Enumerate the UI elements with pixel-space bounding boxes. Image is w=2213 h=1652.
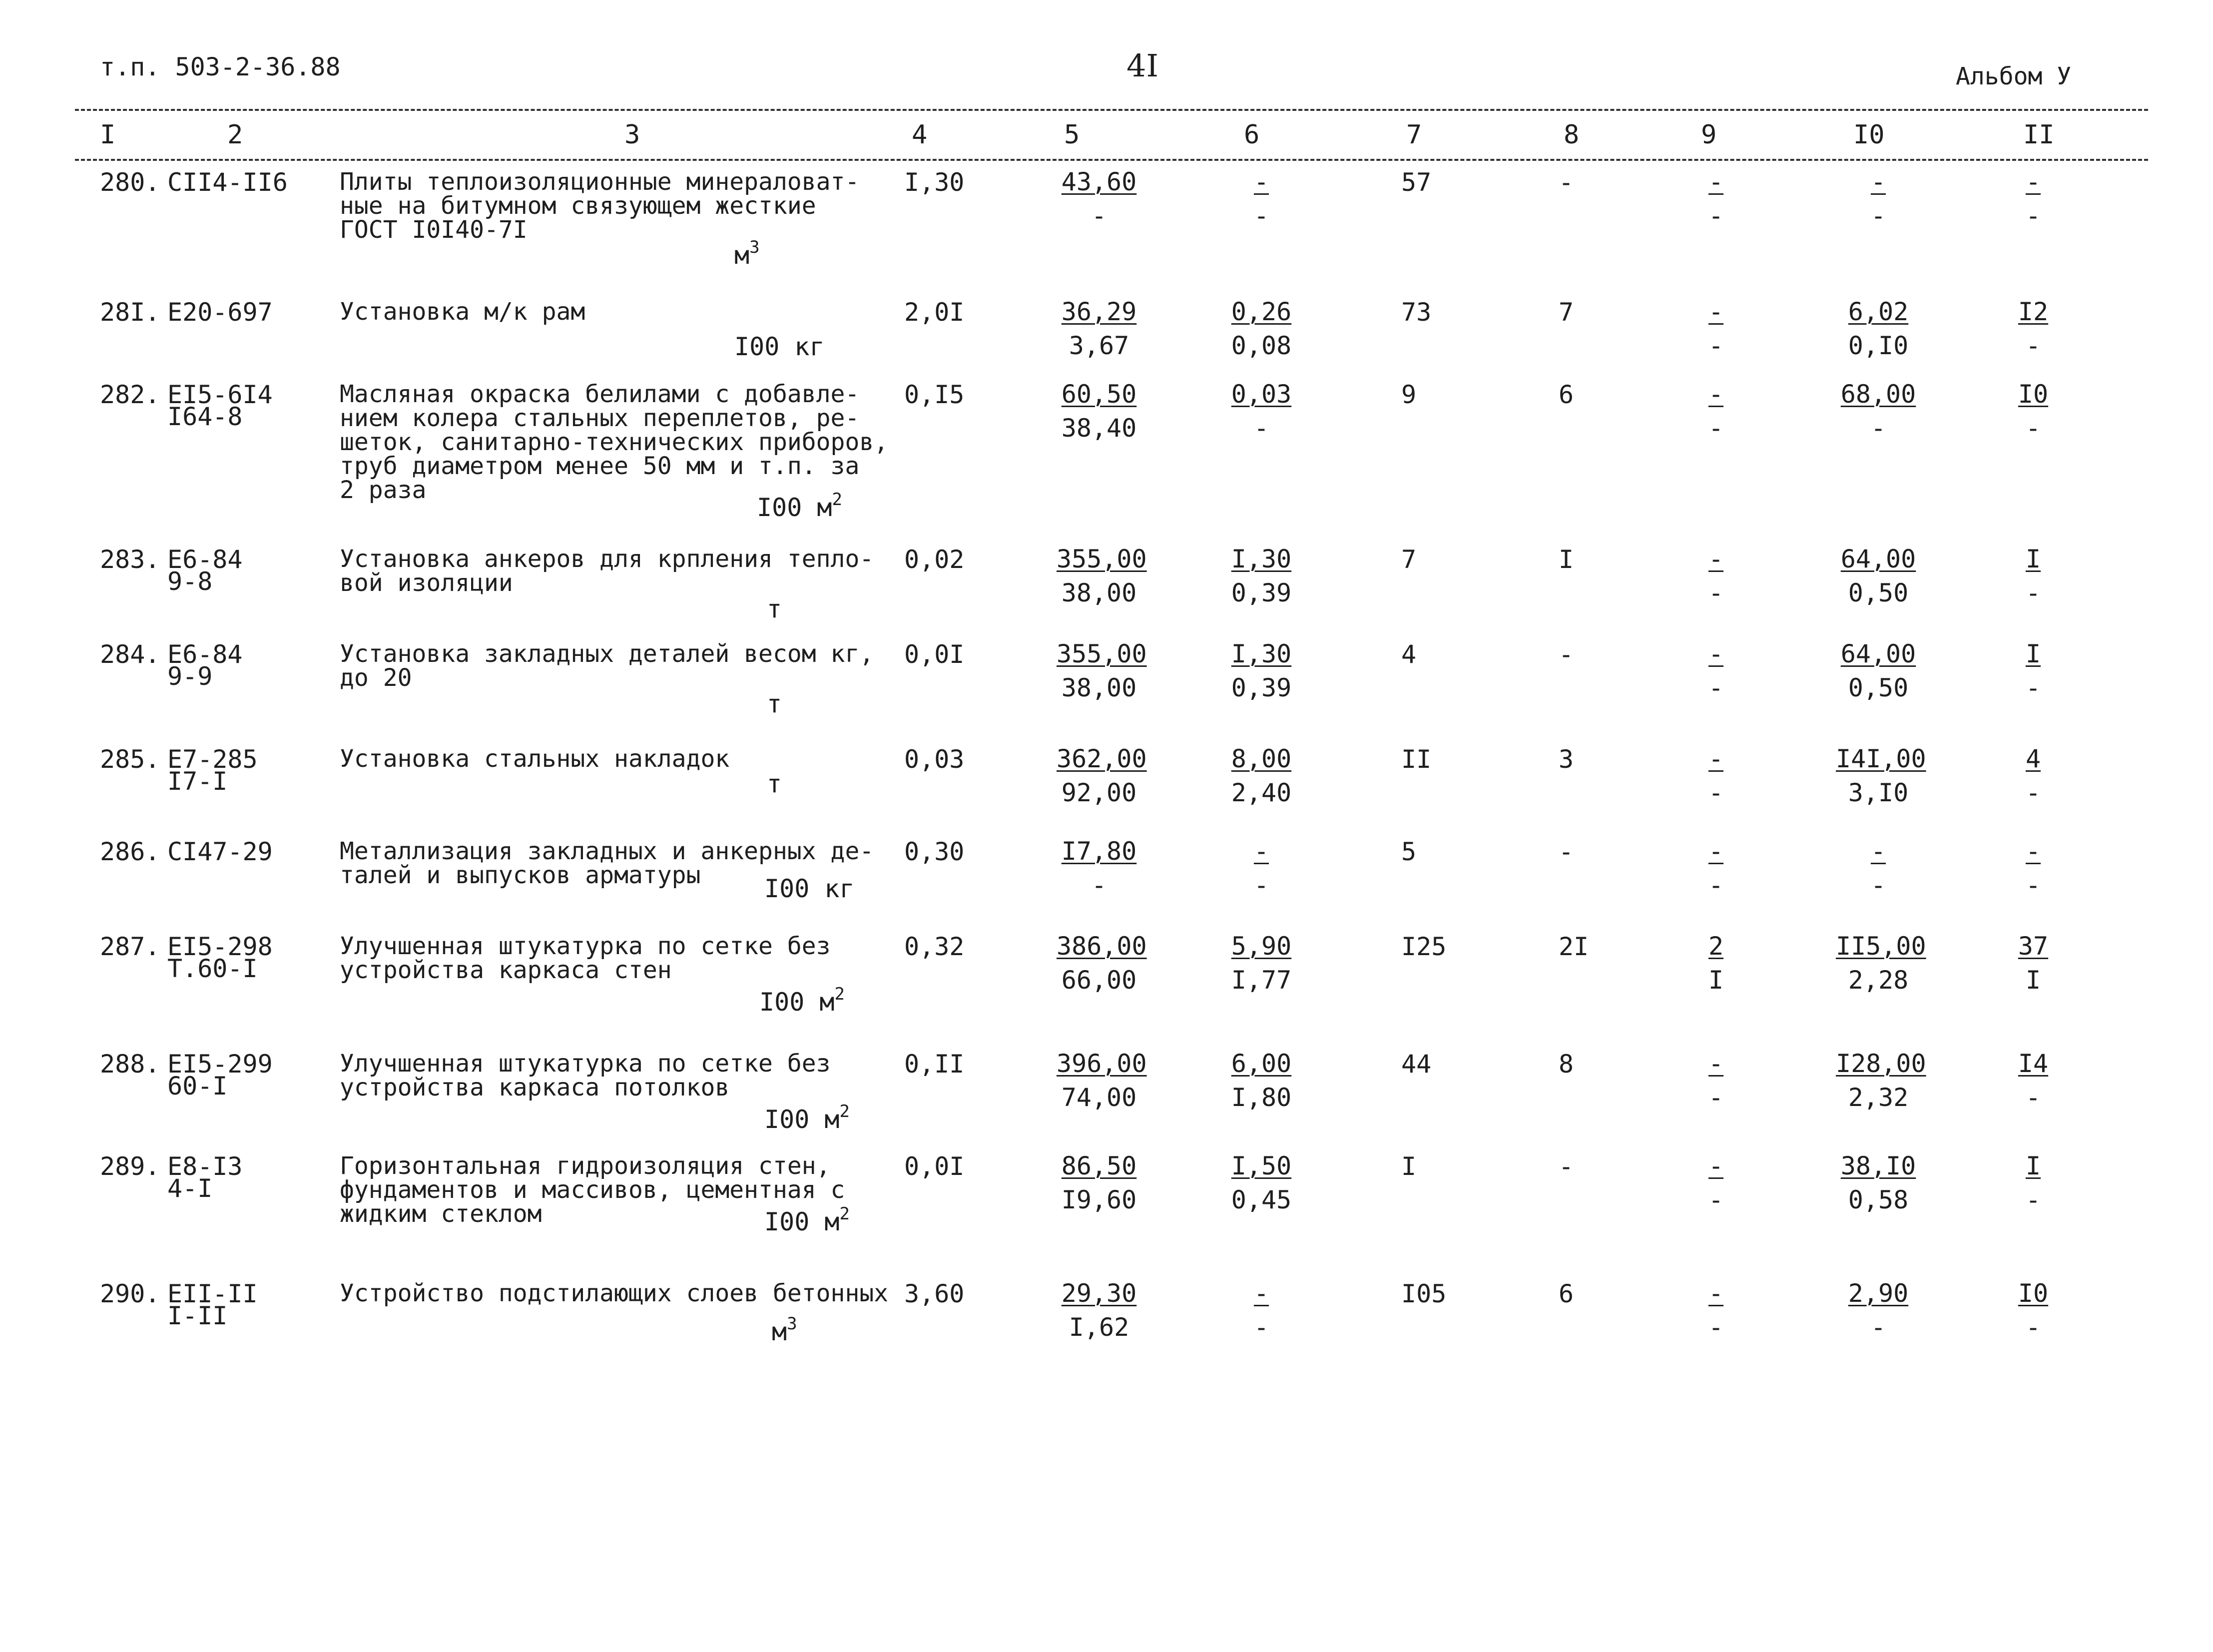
document-reference: т.п. 503-2-36.88 (100, 52, 341, 81)
unit-exponent: 2 (839, 1101, 850, 1121)
col6-denominator: - (1253, 871, 1269, 900)
col6-fraction (1219, 1149, 1304, 1217)
col9-fraction (1673, 1149, 1758, 1217)
col6-numerator: - (1253, 1279, 1269, 1308)
col10-denominator: 0,58 (1848, 1185, 1909, 1214)
col11-numerator: - (2025, 837, 2041, 866)
col9-numerator: - (1708, 1049, 1724, 1078)
col8-value: 6 (1559, 1279, 1574, 1308)
col6-denominator: - (1253, 414, 1269, 443)
col6-denominator: 0,08 (1231, 331, 1292, 360)
work-description: Металлизация закладных и анкерных де- талей и выпусков арматуры (340, 837, 874, 889)
col5-fraction (1057, 834, 1141, 902)
col7-value: 44 (1401, 1050, 1432, 1079)
col6-denominator: I,80 (1231, 1083, 1292, 1112)
col5-fraction (1057, 1149, 1141, 1217)
col8-value: 3 (1559, 745, 1574, 774)
col10-numerator: 38,I0 (1840, 1151, 1916, 1180)
col-header-5: 5 (1064, 120, 1080, 150)
unit-text: I00 кг (764, 874, 855, 903)
col6-fraction (1219, 165, 1304, 233)
col9-fraction (1673, 165, 1758, 233)
col10-numerator: II5,00 (1836, 932, 1926, 961)
unit-text: т (767, 769, 782, 798)
album-label: Альбом У (1956, 62, 2072, 90)
quantity-value: 0,0I (904, 1152, 965, 1181)
quantity-value: 0,0I (904, 640, 965, 669)
unit-text: I00 м (757, 493, 832, 522)
col7-value: 4 (1401, 640, 1417, 669)
unit-of-measure (764, 1204, 850, 1236)
col8-value: - (1559, 640, 1574, 669)
header-top-divider (75, 109, 2148, 111)
col10-numerator: 64,00 (1840, 639, 1916, 668)
col6-fraction (1219, 1276, 1304, 1344)
col10-numerator: I28,00 (1836, 1049, 1926, 1078)
col6-denominator: 0,39 (1231, 578, 1292, 607)
norm-code: EI5-299 (167, 1050, 273, 1079)
quantity-value: 3,60 (904, 1279, 965, 1308)
norm-code: E7-285 (167, 745, 258, 774)
work-description: Установка м/к рам (340, 298, 585, 326)
col11-fraction (1991, 1047, 2076, 1114)
unit-of-measure (767, 769, 782, 798)
unit-exponent: 2 (832, 490, 842, 510)
col5-denominator: 38,40 (1061, 414, 1137, 443)
col5-denominator: 92,00 (1061, 778, 1137, 807)
col9-denominator: - (1708, 414, 1724, 443)
col-header-11: II (2023, 120, 2055, 150)
work-description: Улучшенная штукатурка по сетке без устройства каркаса стен (340, 932, 831, 984)
col11-numerator: I (2025, 639, 2041, 668)
col10-fraction (1836, 1149, 1921, 1217)
quantity-value: I,30 (904, 168, 965, 197)
col11-denominator: - (2025, 578, 2041, 607)
unit-text: I00 кг (734, 332, 825, 361)
col6-denominator: 0,45 (1231, 1185, 1292, 1214)
col11-fraction (1991, 1149, 2076, 1217)
unit-of-measure (734, 237, 760, 270)
work-description: Установка закладных деталей весом кг, до 20 (340, 640, 874, 692)
work-description: Установка стальных накладок (340, 745, 730, 773)
col5-denominator: 66,00 (1061, 966, 1137, 995)
col7-value: I05 (1401, 1279, 1447, 1308)
col8-value: 6 (1559, 380, 1574, 409)
col11-numerator: I2 (2018, 297, 2049, 326)
col5-numerator: I7,80 (1061, 837, 1137, 866)
col5-fraction (1057, 165, 1141, 233)
col6-denominator: - (1253, 201, 1269, 230)
col9-fraction (1673, 1276, 1758, 1344)
norm-code: E8-I3 (167, 1152, 243, 1181)
col10-numerator: 2,90 (1848, 1279, 1909, 1308)
col11-denominator: - (2025, 1083, 2041, 1112)
col9-numerator: - (1708, 837, 1724, 866)
col5-denominator: 38,00 (1061, 578, 1137, 607)
col11-numerator: I (2025, 545, 2041, 573)
col5-numerator: 60,50 (1061, 380, 1137, 409)
unit-text: м (734, 241, 750, 270)
col7-value: I (1401, 1152, 1417, 1181)
col11-fraction (1991, 377, 2076, 445)
col6-fraction (1219, 742, 1304, 810)
norm-code-secondary: I7-I (167, 767, 228, 796)
unit-of-measure (767, 594, 782, 623)
col9-numerator: - (1708, 744, 1724, 773)
col5-numerator: 355,00 (1057, 639, 1147, 668)
col10-numerator: 64,00 (1840, 545, 1916, 573)
col5-denominator: 38,00 (1061, 673, 1137, 702)
col5-denominator: 74,00 (1061, 1083, 1137, 1112)
col5-fraction (1057, 1047, 1147, 1114)
col11-denominator: - (2025, 871, 2041, 900)
header-bottom-divider (75, 159, 2148, 161)
col11-fraction (1991, 542, 2076, 610)
col7-value: 9 (1401, 380, 1417, 409)
col8-value: - (1559, 837, 1574, 866)
unit-exponent: 2 (839, 1204, 850, 1224)
col6-numerator: 6,00 (1231, 1049, 1292, 1078)
col9-fraction (1673, 834, 1758, 902)
quantity-value: 0,02 (904, 545, 965, 574)
col6-fraction (1219, 1047, 1304, 1114)
unit-of-measure (734, 332, 825, 361)
col11-numerator: 37 (2018, 932, 2049, 961)
row-number: 280. (100, 168, 160, 197)
col10-fraction (1836, 637, 1921, 705)
unit-text: т (767, 689, 782, 718)
col8-value: - (1559, 1152, 1574, 1181)
col5-denominator: I,62 (1069, 1313, 1129, 1342)
quantity-value: 0,03 (904, 745, 965, 774)
row-number: 288. (100, 1050, 160, 1079)
col9-denominator: - (1708, 578, 1724, 607)
norm-code-secondary: 9-8 (167, 567, 213, 596)
norm-code-secondary: Т.60-I (167, 954, 258, 983)
col-header-10: I0 (1853, 120, 1885, 150)
norm-code: EI5-6I4 (167, 380, 273, 409)
col11-fraction (1991, 295, 2076, 363)
col9-denominator: - (1708, 1083, 1724, 1112)
col10-numerator: 6,02 (1848, 297, 1909, 326)
col9-denominator: - (1708, 673, 1724, 702)
col10-numerator: - (1870, 837, 1886, 866)
work-description: Устройство подстилающих слоев бетонных (340, 1279, 889, 1307)
col7-value: 73 (1401, 298, 1432, 327)
col9-numerator: - (1708, 639, 1724, 668)
norm-code: E6-84 (167, 640, 243, 669)
col9-fraction (1673, 742, 1758, 810)
work-description: Горизонтальная гидроизоляция стен, фундаментов и массивов, цементная с жидким стеклом (340, 1152, 845, 1228)
col9-fraction (1673, 377, 1758, 445)
unit-exponent: 3 (749, 237, 760, 257)
col6-fraction (1219, 834, 1304, 902)
col11-numerator: I (2025, 1151, 2041, 1180)
col5-fraction (1057, 377, 1141, 445)
norm-code: E6-84 (167, 545, 243, 574)
quantity-value: 0,30 (904, 837, 965, 866)
col10-denominator: 2,32 (1848, 1083, 1909, 1112)
col5-numerator: 29,30 (1061, 1279, 1137, 1308)
row-number: 287. (100, 932, 160, 961)
col-header-8: 8 (1564, 120, 1580, 150)
col9-fraction (1673, 295, 1758, 363)
col-header-1: I (100, 120, 116, 150)
col11-denominator: I (2025, 966, 2041, 995)
col6-denominator: I,77 (1231, 966, 1292, 995)
col7-value: I25 (1401, 932, 1447, 961)
col9-denominator: - (1708, 201, 1724, 230)
unit-of-measure (764, 874, 855, 903)
col9-numerator: - (1708, 167, 1724, 196)
col5-numerator: 396,00 (1057, 1049, 1147, 1078)
col6-numerator: I,30 (1231, 545, 1292, 573)
col11-numerator: I0 (2018, 1279, 2049, 1308)
col7-value: II (1401, 745, 1432, 774)
col6-numerator: I,30 (1231, 639, 1292, 668)
col10-numerator: 68,00 (1840, 380, 1916, 409)
col6-numerator: I,50 (1231, 1151, 1292, 1180)
row-number: 289. (100, 1152, 160, 1181)
col6-denominator: - (1253, 1313, 1269, 1342)
quantity-value: 0,II (904, 1050, 965, 1079)
unit-of-measure (757, 490, 842, 522)
col9-denominator: - (1708, 1185, 1724, 1214)
col8-value: I (1559, 545, 1574, 574)
quantity-value: 0,32 (904, 932, 965, 961)
col10-fraction (1836, 165, 1921, 233)
col6-denominator: 0,39 (1231, 673, 1292, 702)
col10-denominator: 2,28 (1848, 966, 1909, 995)
col5-denominator: - (1091, 871, 1107, 900)
norm-code: CII4-II6 (167, 168, 288, 197)
col6-numerator: - (1253, 167, 1269, 196)
norm-code: EII-II (167, 1279, 258, 1308)
col10-fraction (1836, 542, 1921, 610)
col10-fraction (1836, 295, 1921, 363)
col11-fraction (1991, 929, 2076, 997)
col8-value: 8 (1559, 1050, 1574, 1079)
col6-numerator: 0,03 (1231, 380, 1292, 409)
row-number: 282. (100, 380, 160, 409)
col10-denominator: - (1870, 201, 1886, 230)
col9-fraction (1673, 1047, 1758, 1114)
col10-numerator: I4I,00 (1836, 744, 1926, 773)
col10-denominator: 3,I0 (1848, 778, 1909, 807)
col5-fraction (1057, 295, 1141, 363)
norm-code-secondary: 4-I (167, 1174, 213, 1203)
col10-fraction (1836, 1047, 1926, 1114)
col9-numerator: 2 (1708, 932, 1724, 961)
col5-fraction (1057, 542, 1147, 610)
col10-denominator: - (1870, 871, 1886, 900)
col6-fraction (1219, 929, 1304, 997)
unit-text: м (772, 1317, 787, 1346)
col9-fraction (1673, 542, 1758, 610)
col7-value: 57 (1401, 168, 1432, 197)
col5-fraction (1057, 929, 1147, 997)
row-number: 28I. (100, 298, 160, 327)
col11-denominator: - (2025, 414, 2041, 443)
col6-numerator: - (1253, 837, 1269, 866)
col10-fraction (1836, 1276, 1921, 1344)
col5-denominator: I9,60 (1061, 1185, 1137, 1214)
col-header-6: 6 (1244, 120, 1260, 150)
col8-value: 7 (1559, 298, 1574, 327)
col11-numerator: 4 (2025, 744, 2041, 773)
col10-fraction (1836, 742, 1926, 810)
unit-of-measure (764, 1101, 850, 1134)
page-number: 4I (1126, 47, 1158, 84)
col-header-2: 2 (227, 120, 243, 150)
norm-code: E20-697 (167, 298, 273, 327)
col8-value: 2I (1559, 932, 1589, 961)
col6-fraction (1219, 377, 1304, 445)
col11-fraction (1991, 742, 2076, 810)
col11-fraction (1991, 1276, 2076, 1344)
col8-value: - (1559, 168, 1574, 197)
row-number: 284. (100, 640, 160, 669)
col5-fraction (1057, 742, 1147, 810)
row-number: 283. (100, 545, 160, 574)
col10-fraction (1836, 377, 1921, 445)
col5-denominator: - (1091, 201, 1107, 230)
col9-numerator: - (1708, 545, 1724, 573)
col9-denominator: - (1708, 1313, 1724, 1342)
quantity-value: 2,0I (904, 298, 965, 327)
unit-of-measure (767, 689, 782, 718)
col11-fraction (1991, 834, 2076, 902)
col9-denominator: - (1708, 331, 1724, 360)
work-description: Установка анкеров для крпления тепло- вой изоляции (340, 545, 874, 597)
col5-fraction (1057, 1276, 1141, 1344)
col6-fraction (1219, 542, 1304, 610)
col9-numerator: - (1708, 380, 1724, 409)
col11-denominator: - (2025, 673, 2041, 702)
col11-denominator: - (2025, 201, 2041, 230)
col9-denominator: I (1708, 966, 1724, 995)
row-number: 285. (100, 745, 160, 774)
col5-numerator: 386,00 (1057, 932, 1147, 961)
row-number: 286. (100, 837, 160, 866)
col11-denominator: - (2025, 778, 2041, 807)
col5-fraction (1057, 637, 1147, 705)
col11-numerator: I4 (2018, 1049, 2049, 1078)
col9-denominator: - (1708, 871, 1724, 900)
col6-numerator: 0,26 (1231, 297, 1292, 326)
col10-denominator: 0,I0 (1848, 331, 1909, 360)
col7-value: 5 (1401, 837, 1417, 866)
col5-denominator: 3,67 (1069, 331, 1129, 360)
col6-fraction (1219, 637, 1304, 705)
col10-numerator: - (1870, 167, 1886, 196)
col11-fraction (1991, 165, 2076, 233)
col6-numerator: 8,00 (1231, 744, 1292, 773)
col6-denominator: 2,40 (1231, 778, 1292, 807)
col5-numerator: 355,00 (1057, 545, 1147, 573)
unit-text: т (767, 594, 782, 623)
unit-text: I00 м (764, 1207, 840, 1236)
col11-fraction (1991, 637, 2076, 705)
col11-denominator: - (2025, 1313, 2041, 1342)
col5-numerator: 43,60 (1061, 167, 1137, 196)
col9-numerator: - (1708, 1151, 1724, 1180)
col-header-4: 4 (912, 120, 928, 150)
col9-denominator: - (1708, 778, 1724, 807)
unit-exponent: 3 (787, 1314, 797, 1334)
col6-numerator: 5,90 (1231, 932, 1292, 961)
unit-text: I00 м (759, 988, 835, 1017)
col7-value: 7 (1401, 545, 1417, 574)
col11-numerator: I0 (2018, 380, 2049, 409)
col-header-3: 3 (624, 120, 640, 150)
norm-code: CI47-29 (167, 837, 273, 866)
norm-code: EI5-298 (167, 932, 273, 961)
work-description: Улучшенная штукатурка по сетке без устройства каркаса потолков (340, 1050, 831, 1101)
col6-fraction (1219, 295, 1304, 363)
col-header-9: 9 (1701, 120, 1717, 150)
work-description: Плиты теплоизоляционные минераловат- ные на битумном связующем жесткие ГОСТ I0I40-7I (340, 168, 860, 244)
col11-denominator: - (2025, 331, 2041, 360)
unit-of-measure (759, 984, 845, 1017)
col-header-7: 7 (1406, 120, 1422, 150)
col10-denominator: - (1870, 414, 1886, 443)
col11-denominator: - (2025, 1185, 2041, 1214)
col10-fraction (1836, 929, 1926, 997)
row-number: 290. (100, 1279, 160, 1308)
norm-code-secondary: I-II (167, 1301, 228, 1330)
work-description: Масляная окраска белилами с добавле- нием колера стальных переплетов, ре- шеток, санитарно-технических приборов, труб диаметром менее 50 мм и т.п. за 2 раза (340, 380, 889, 504)
col9-fraction (1673, 929, 1758, 997)
col10-denominator: - (1870, 1313, 1886, 1342)
col9-fraction (1673, 637, 1758, 705)
col9-numerator: - (1708, 1279, 1724, 1308)
norm-code-secondary: I64-8 (167, 402, 243, 431)
col5-numerator: 86,50 (1061, 1151, 1137, 1180)
unit-of-measure (772, 1314, 797, 1346)
norm-code-secondary: 9-9 (167, 662, 213, 691)
col9-numerator: - (1708, 297, 1724, 326)
norm-code-secondary: 60-I (167, 1072, 228, 1101)
col5-numerator: 362,00 (1057, 744, 1147, 773)
col11-numerator: - (2025, 167, 2041, 196)
col10-denominator: 0,50 (1848, 578, 1909, 607)
col10-fraction (1836, 834, 1921, 902)
col10-denominator: 0,50 (1848, 673, 1909, 702)
col5-numerator: 36,29 (1061, 297, 1137, 326)
quantity-value: 0,I5 (904, 380, 965, 409)
unit-text: I00 м (764, 1105, 840, 1134)
unit-exponent: 2 (834, 984, 845, 1004)
